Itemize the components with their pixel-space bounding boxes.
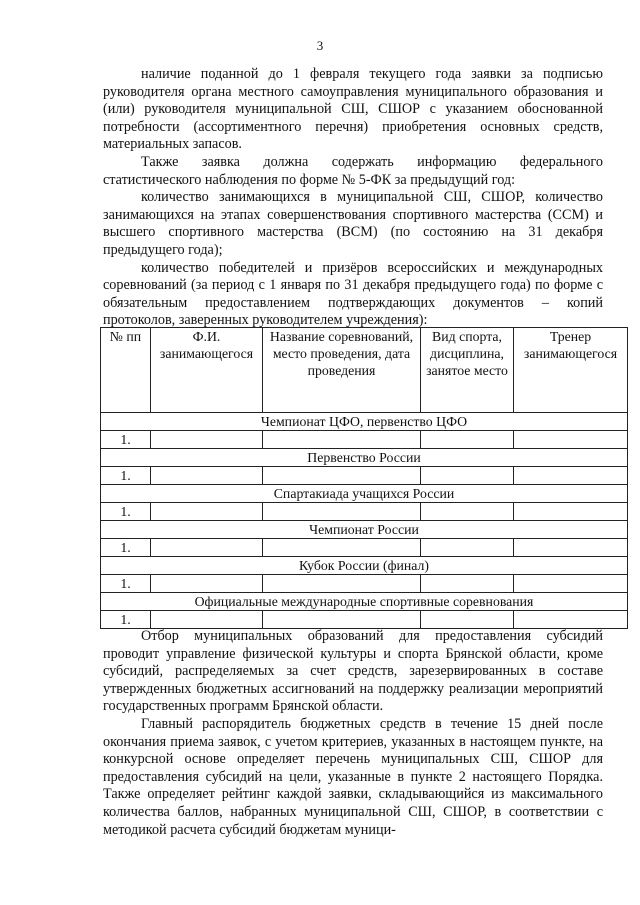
column-header-name: Ф.И. занимающегося <box>151 328 263 413</box>
bottom-text <box>103 628 603 839</box>
table-cell <box>263 467 421 485</box>
paragraph: Также заявка должна содержать информацию федерального статистического наблюдения по форме № 5-ФК за предыдущий год: <box>103 153 603 188</box>
paragraph: Отбор муниципальных образований для предоставления субсидий проводит управление физической культуры и спорта Брянской области, кроме субсидий, распределяемых за счет средств, зарезервированных в составе утвержденных бюджетных ассигнований на поддержку реализации мероприятий государственных программ Брянской области. <box>103 628 603 715</box>
table-cell <box>151 503 263 521</box>
column-header-sport: Вид спорта, дисциплина, занятое место <box>421 328 514 413</box>
paragraph: количество победителей и призёров всероссийских и международных соревнований (за период с 1 января по 31 декабря предыдущего года) по форме с обязательным предоставлением подтверждающих документов – копий протоколов, заверенных руководителем учреждения): <box>103 259 603 329</box>
table-cell <box>263 431 421 449</box>
awards-table <box>100 327 628 629</box>
section-title-row <box>101 485 628 503</box>
table-cell <box>421 503 514 521</box>
table-row <box>101 431 628 449</box>
table-cell <box>151 467 263 485</box>
paragraph: количество занимающихся в муниципальной СШ, СШОР, количество занимающихся на этапах совершенствования спортивного мастерства (ССМ) и высшего спортивного мастерства (ВСМ) (по состоянию на 31 декабря предыдущего года); <box>103 189 603 258</box>
row-number: 1. <box>101 503 151 521</box>
row-number: 1. <box>101 467 151 485</box>
column-header-number: № пп <box>101 328 151 413</box>
table-cell <box>263 503 421 521</box>
table-cell <box>514 575 628 593</box>
table-cell <box>263 539 421 557</box>
table-row <box>101 503 628 521</box>
row-number: 1. <box>101 611 151 629</box>
section-title-row <box>101 449 628 467</box>
table-row <box>101 467 628 485</box>
table-row <box>101 539 628 557</box>
section-title: Чемпионат ЦФО, первенство ЦФО <box>101 413 628 431</box>
column-header-coach: Тренер занимающегося <box>514 328 628 413</box>
page-number: 3 <box>316 38 324 53</box>
table-cell <box>151 575 263 593</box>
table-cell <box>421 611 514 629</box>
table-row <box>101 575 628 593</box>
row-number: 1. <box>101 539 151 557</box>
section-title-row <box>101 557 628 575</box>
top-text <box>103 66 603 330</box>
table-cell <box>263 611 421 629</box>
section-title: Первенство России <box>101 449 628 467</box>
table-header-row <box>101 328 628 413</box>
table-cell <box>263 575 421 593</box>
section-title: Чемпионат России <box>101 521 628 539</box>
table-cell <box>151 431 263 449</box>
paragraph: наличие поданной до 1 февраля текущего года заявки за подписью руководителя органа местного самоуправления муниципального образования и (или) руководителя муниципальной СШ, СШОР с указанием обоснованной потребности (ассортиментного перечня) приобретения основных средств, материальных запасов. <box>103 66 603 153</box>
column-header-competition: Название соревнований, место проведения, дата проведения <box>263 328 421 413</box>
row-number: 1. <box>101 575 151 593</box>
table-cell <box>514 539 628 557</box>
table-cell <box>421 575 514 593</box>
table-cell <box>514 431 628 449</box>
section-title: Спартакиада учащихся России <box>101 485 628 503</box>
table-cell <box>421 467 514 485</box>
paragraph: Главный распорядитель бюджетных средств в течение 15 дней после окончания приема заявок, с учетом критериев, указанных в настоящем пункте, на конкурсной основе определяет перечень муниципальных СШ, СШОР для предоставления субсидий на цели, указанные в пункте 2 настоящего Порядка. Также определяет рейтинг каждой заявки, складывающийся из максимального количества баллов, набранных муниципальной СШ, СШОР, в соответствии с методикой расчета субсидий бюджетам муници- <box>103 715 603 838</box>
section-title-row <box>101 521 628 539</box>
section-title-row <box>101 593 628 611</box>
section-title: Кубок России (финал) <box>101 557 628 575</box>
table-cell <box>514 611 628 629</box>
section-title-row <box>101 413 628 431</box>
table-cell <box>514 467 628 485</box>
table-cell <box>151 539 263 557</box>
table-cell <box>514 503 628 521</box>
table-cell <box>151 611 263 629</box>
row-number: 1. <box>101 431 151 449</box>
table-row <box>101 611 628 629</box>
section-title: Официальные международные спортивные соревнования <box>101 593 628 611</box>
table-cell <box>421 431 514 449</box>
table-cell <box>421 539 514 557</box>
